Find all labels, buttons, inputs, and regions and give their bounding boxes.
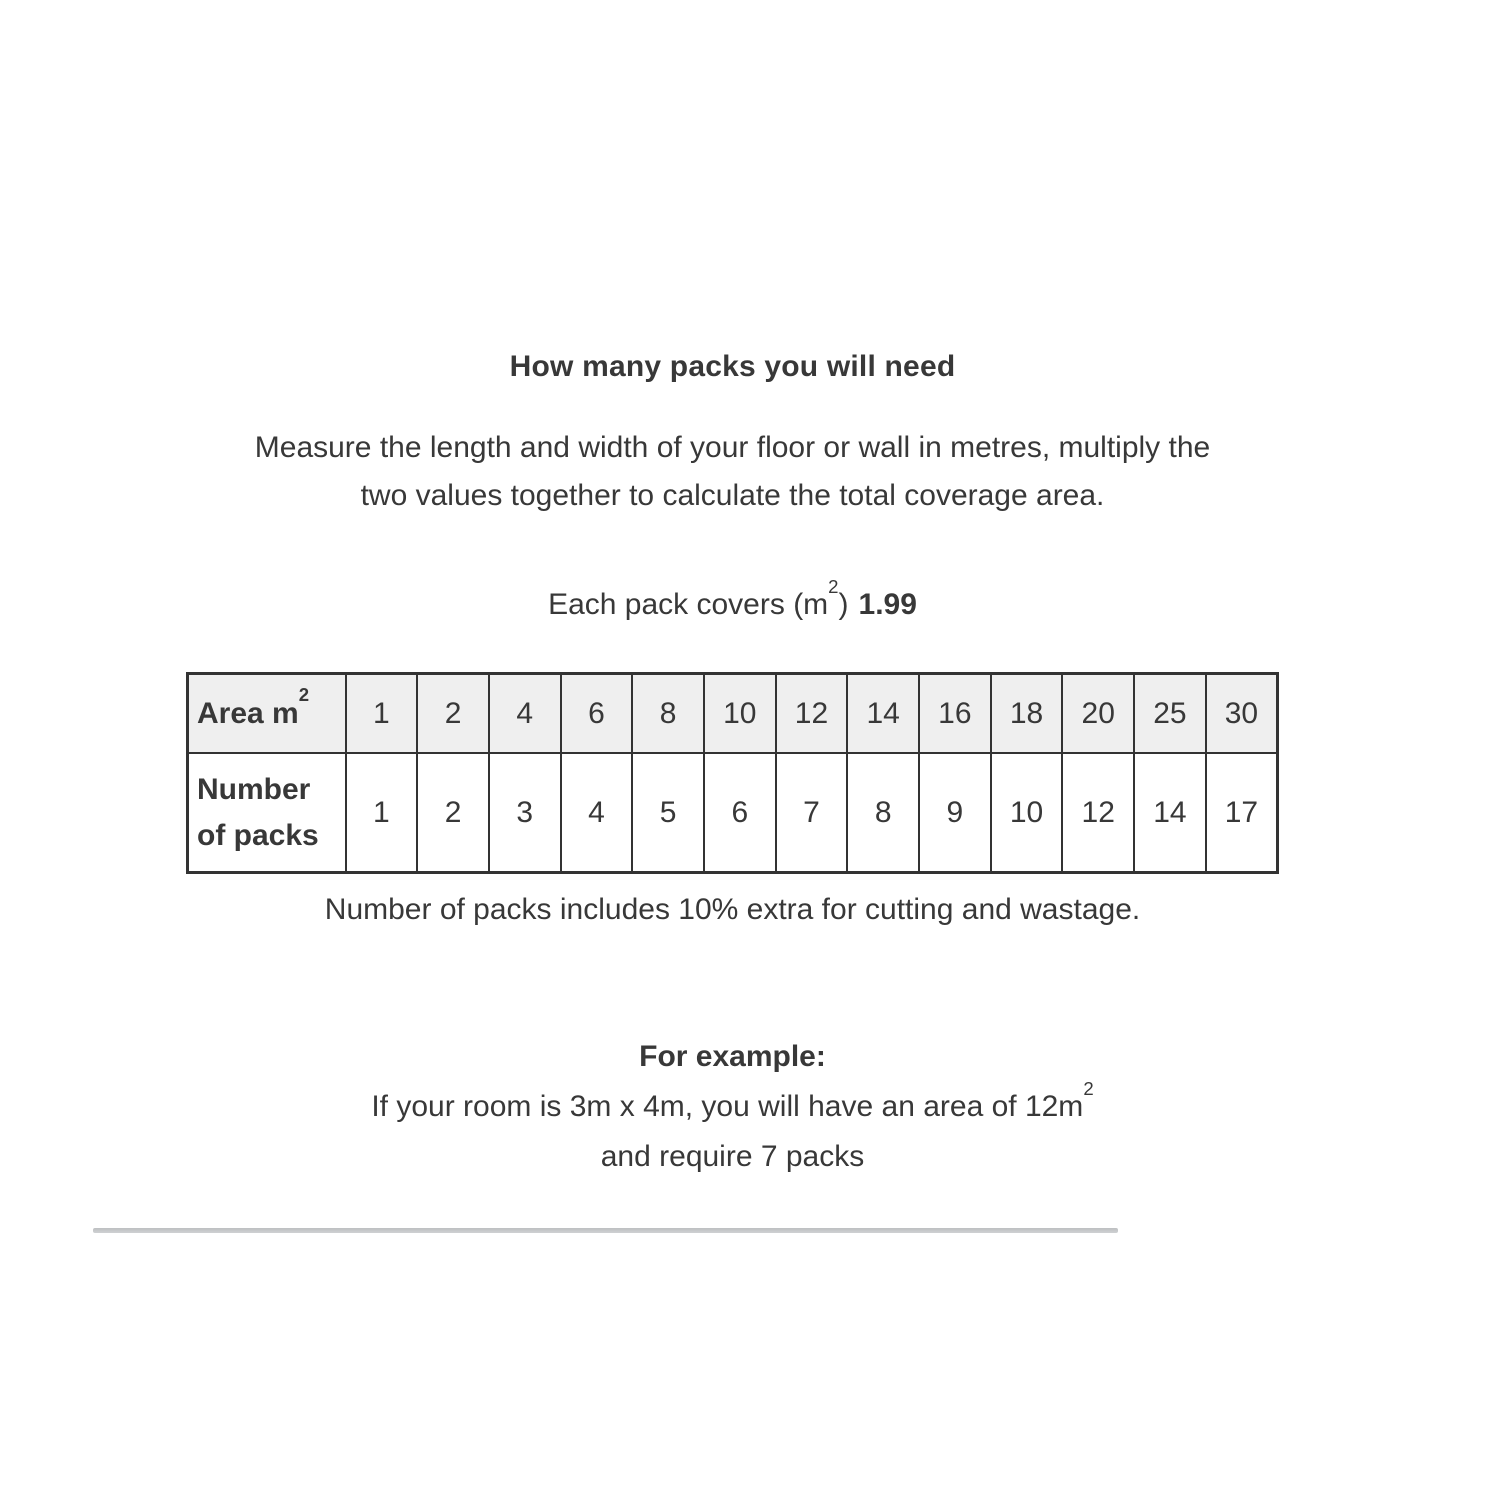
packs-value-cell: 14 [1134, 753, 1206, 873]
area-value-cell: 6 [561, 674, 633, 754]
packs-value-cell: 9 [919, 753, 991, 873]
packs-value-cell: 12 [1062, 753, 1134, 873]
area-header-row [188, 674, 1278, 754]
packs-value-cell: 8 [847, 753, 919, 873]
example-superscript: 2 [1083, 1077, 1094, 1099]
area-value-cell: 25 [1134, 674, 1206, 754]
packs-data-row [188, 753, 1278, 873]
example-line-1 [186, 1077, 1279, 1124]
coverage-label-prefix: Each pack covers (m [548, 588, 829, 621]
area-value-cell: 16 [919, 674, 991, 754]
example-line1-text: If your room is 3m x 4m, you will have an area of 12m [371, 1090, 1084, 1123]
area-superscript: 2 [298, 684, 310, 706]
area-value-cell: 14 [847, 674, 919, 754]
packs-value-cell: 17 [1206, 753, 1278, 873]
area-header-cell [188, 674, 346, 754]
intro-line-1: Measure the length and width of your floor or wall in metres, multiply the [254, 431, 1211, 464]
area-value-cell: 20 [1062, 674, 1134, 754]
packs-value-cell: 3 [489, 753, 561, 873]
area-value-cell: 10 [704, 674, 776, 754]
packs-value-cell: 4 [561, 753, 633, 873]
intro-line-2: two values together to calculate the total coverage area. [360, 479, 1105, 512]
area-label: Area m [197, 696, 299, 730]
packs-value-cell: 2 [417, 753, 489, 873]
area-value-cell: 8 [632, 674, 704, 754]
packs-table [186, 672, 1279, 874]
pack-coverage-line [186, 575, 1279, 622]
area-value-cell: 1 [346, 674, 418, 754]
intro-text [186, 424, 1279, 520]
example-heading: For example: [639, 1040, 826, 1073]
area-value-cell: 4 [489, 674, 561, 754]
packs-header-cell: Number of packs [188, 753, 346, 873]
area-value-cell: 18 [991, 674, 1063, 754]
example-line-2: and require 7 packs [600, 1140, 865, 1173]
packs-value-cell: 10 [991, 753, 1063, 873]
wastage-note: Number of packs includes 10% extra for cutting and wastage. [324, 893, 1141, 926]
packs-value-cell: 6 [704, 753, 776, 873]
pack-coverage-value: 1.99 [858, 588, 917, 621]
area-value-cell: 2 [417, 674, 489, 754]
area-value-cell: 30 [1206, 674, 1278, 754]
coverage-superscript: 2 [828, 575, 839, 597]
area-value-cell: 12 [776, 674, 848, 754]
packs-value-cell: 5 [632, 753, 704, 873]
coverage-label-suffix: ) [838, 588, 849, 621]
section-divider [93, 1228, 1118, 1233]
packs-value-cell: 7 [776, 753, 848, 873]
packs-value-cell: 1 [346, 753, 418, 873]
page-title: How many packs you will need [509, 350, 956, 383]
